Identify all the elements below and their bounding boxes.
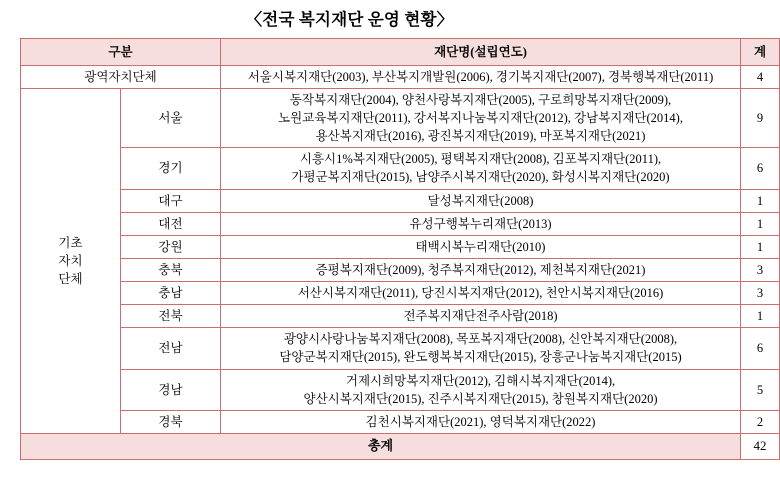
column-header-count: 계 bbox=[741, 38, 780, 65]
row-region-label: 광역자치단체 bbox=[21, 65, 221, 88]
foundation-line: 거제시희망복지재단(2012), 김해시복지재단(2014), bbox=[345, 373, 616, 388]
foundation-line: 노원교육복지재단(2011), 강서복지나눔복지재단(2012), 강남복지재단(2014), bbox=[278, 111, 683, 126]
table-body bbox=[21, 65, 780, 459]
table-row bbox=[21, 328, 780, 369]
row-foundation-names bbox=[221, 369, 741, 410]
row-count: 3 bbox=[741, 282, 780, 305]
column-header-foundation-name: 재단명(설립연도) bbox=[221, 38, 741, 65]
row-count: 9 bbox=[741, 88, 780, 147]
table-row bbox=[21, 410, 780, 433]
row-region-label: 강원 bbox=[121, 235, 221, 258]
foundation-line: 용산복지재단(2016), 광진복지재단(2019), 마포복지재단(2021) bbox=[315, 129, 646, 144]
foundation-line: 전주복지재단전주사람(2018) bbox=[403, 309, 558, 324]
table-row bbox=[21, 305, 780, 328]
row-count: 3 bbox=[741, 258, 780, 281]
row-foundation-names bbox=[221, 235, 741, 258]
row-region-label: 경남 bbox=[121, 369, 221, 410]
row-count: 6 bbox=[741, 148, 780, 189]
row-foundation-names bbox=[221, 328, 741, 369]
row-region-label: 전북 bbox=[121, 305, 221, 328]
row-region-label: 충남 bbox=[121, 282, 221, 305]
table-row bbox=[21, 189, 780, 212]
row-region-label: 대구 bbox=[121, 189, 221, 212]
foundation-line: 달성복지재단(2008) bbox=[427, 193, 534, 208]
row-count: 4 bbox=[741, 65, 780, 88]
row-foundation-names bbox=[221, 282, 741, 305]
foundation-line: 유성구행복누리재단(2013) bbox=[409, 216, 552, 231]
row-foundation-names bbox=[221, 258, 741, 281]
column-header-gubun: 구분 bbox=[21, 38, 221, 65]
row-foundation-names bbox=[221, 148, 741, 189]
total-count: 42 bbox=[741, 433, 780, 459]
table-header bbox=[21, 38, 780, 65]
foundation-line: 김천시복지재단(2021), 영덕복지재단(2022) bbox=[365, 414, 596, 429]
foundation-line: 담양군복지재단(2015), 완도행복복지재단(2015), 장흥군나눔복지재단(2015) bbox=[279, 350, 682, 365]
table-row bbox=[21, 212, 780, 235]
row-region-label: 충북 bbox=[121, 258, 221, 281]
table-row bbox=[21, 369, 780, 410]
table-row bbox=[21, 235, 780, 258]
row-foundation-names bbox=[221, 65, 741, 88]
row-foundation-names bbox=[221, 88, 741, 147]
foundation-line: 태백시복누리재단(2010) bbox=[415, 239, 546, 254]
row-region-label: 전남 bbox=[121, 328, 221, 369]
total-label: 총계 bbox=[21, 433, 741, 459]
table-row bbox=[21, 65, 780, 88]
page-title: 〈전국 복지재단 운영 현황〉 bbox=[245, 10, 454, 29]
foundation-line: 동작복지재단(2004), 양천사랑복지재단(2005), 구로희망복지재단(2009), bbox=[289, 92, 672, 107]
row-count: 2 bbox=[741, 410, 780, 433]
foundation-line: 서울시복지재단(2003), 부산복지개발원(2006), 경기복지재단(2007), 경북행복재단(2011) bbox=[247, 69, 714, 84]
row-foundation-names bbox=[221, 212, 741, 235]
row-foundation-names bbox=[221, 410, 741, 433]
row-group-label-basic: 기초 자치 단체 bbox=[21, 88, 121, 433]
table-total-row bbox=[21, 433, 780, 459]
welfare-foundation-table bbox=[20, 38, 780, 460]
foundation-line: 증평복지재단(2009), 청주복지재단(2012), 제천복지재단(2021) bbox=[315, 262, 646, 277]
table-row bbox=[21, 258, 780, 281]
row-region-label: 경기 bbox=[121, 148, 221, 189]
row-region-label: 경북 bbox=[121, 410, 221, 433]
row-foundation-names bbox=[221, 305, 741, 328]
foundation-line: 광양시사랑나눔복지재단(2008), 목포복지재단(2008), 신안복지재단(2008), bbox=[283, 332, 678, 347]
table-header-row bbox=[21, 38, 780, 65]
foundation-line: 양산시복지재단(2015), 진주시복지재단(2015), 창원복지재단(2020) bbox=[303, 391, 658, 406]
foundation-line: 가평군복지재단(2015), 남양주시복지재단(2020), 화성시복지재단(2020) bbox=[291, 170, 670, 185]
foundation-line: 시흥시1%복지재단(2005), 평택복지재단(2008), 김포복지재단(2011), bbox=[299, 152, 662, 167]
row-count: 5 bbox=[741, 369, 780, 410]
row-region-label: 서울 bbox=[121, 88, 221, 147]
row-foundation-names bbox=[221, 189, 741, 212]
table-row bbox=[21, 88, 780, 147]
table-row bbox=[21, 282, 780, 305]
row-count: 1 bbox=[741, 189, 780, 212]
row-count: 1 bbox=[741, 305, 780, 328]
row-count: 1 bbox=[741, 212, 780, 235]
foundation-line: 서산시복지재단(2011), 당진시복지재단(2012), 천안시복지재단(2016) bbox=[297, 286, 664, 301]
table-row bbox=[21, 148, 780, 189]
row-region-label: 대전 bbox=[121, 212, 221, 235]
row-count: 6 bbox=[741, 328, 780, 369]
row-count: 1 bbox=[741, 235, 780, 258]
